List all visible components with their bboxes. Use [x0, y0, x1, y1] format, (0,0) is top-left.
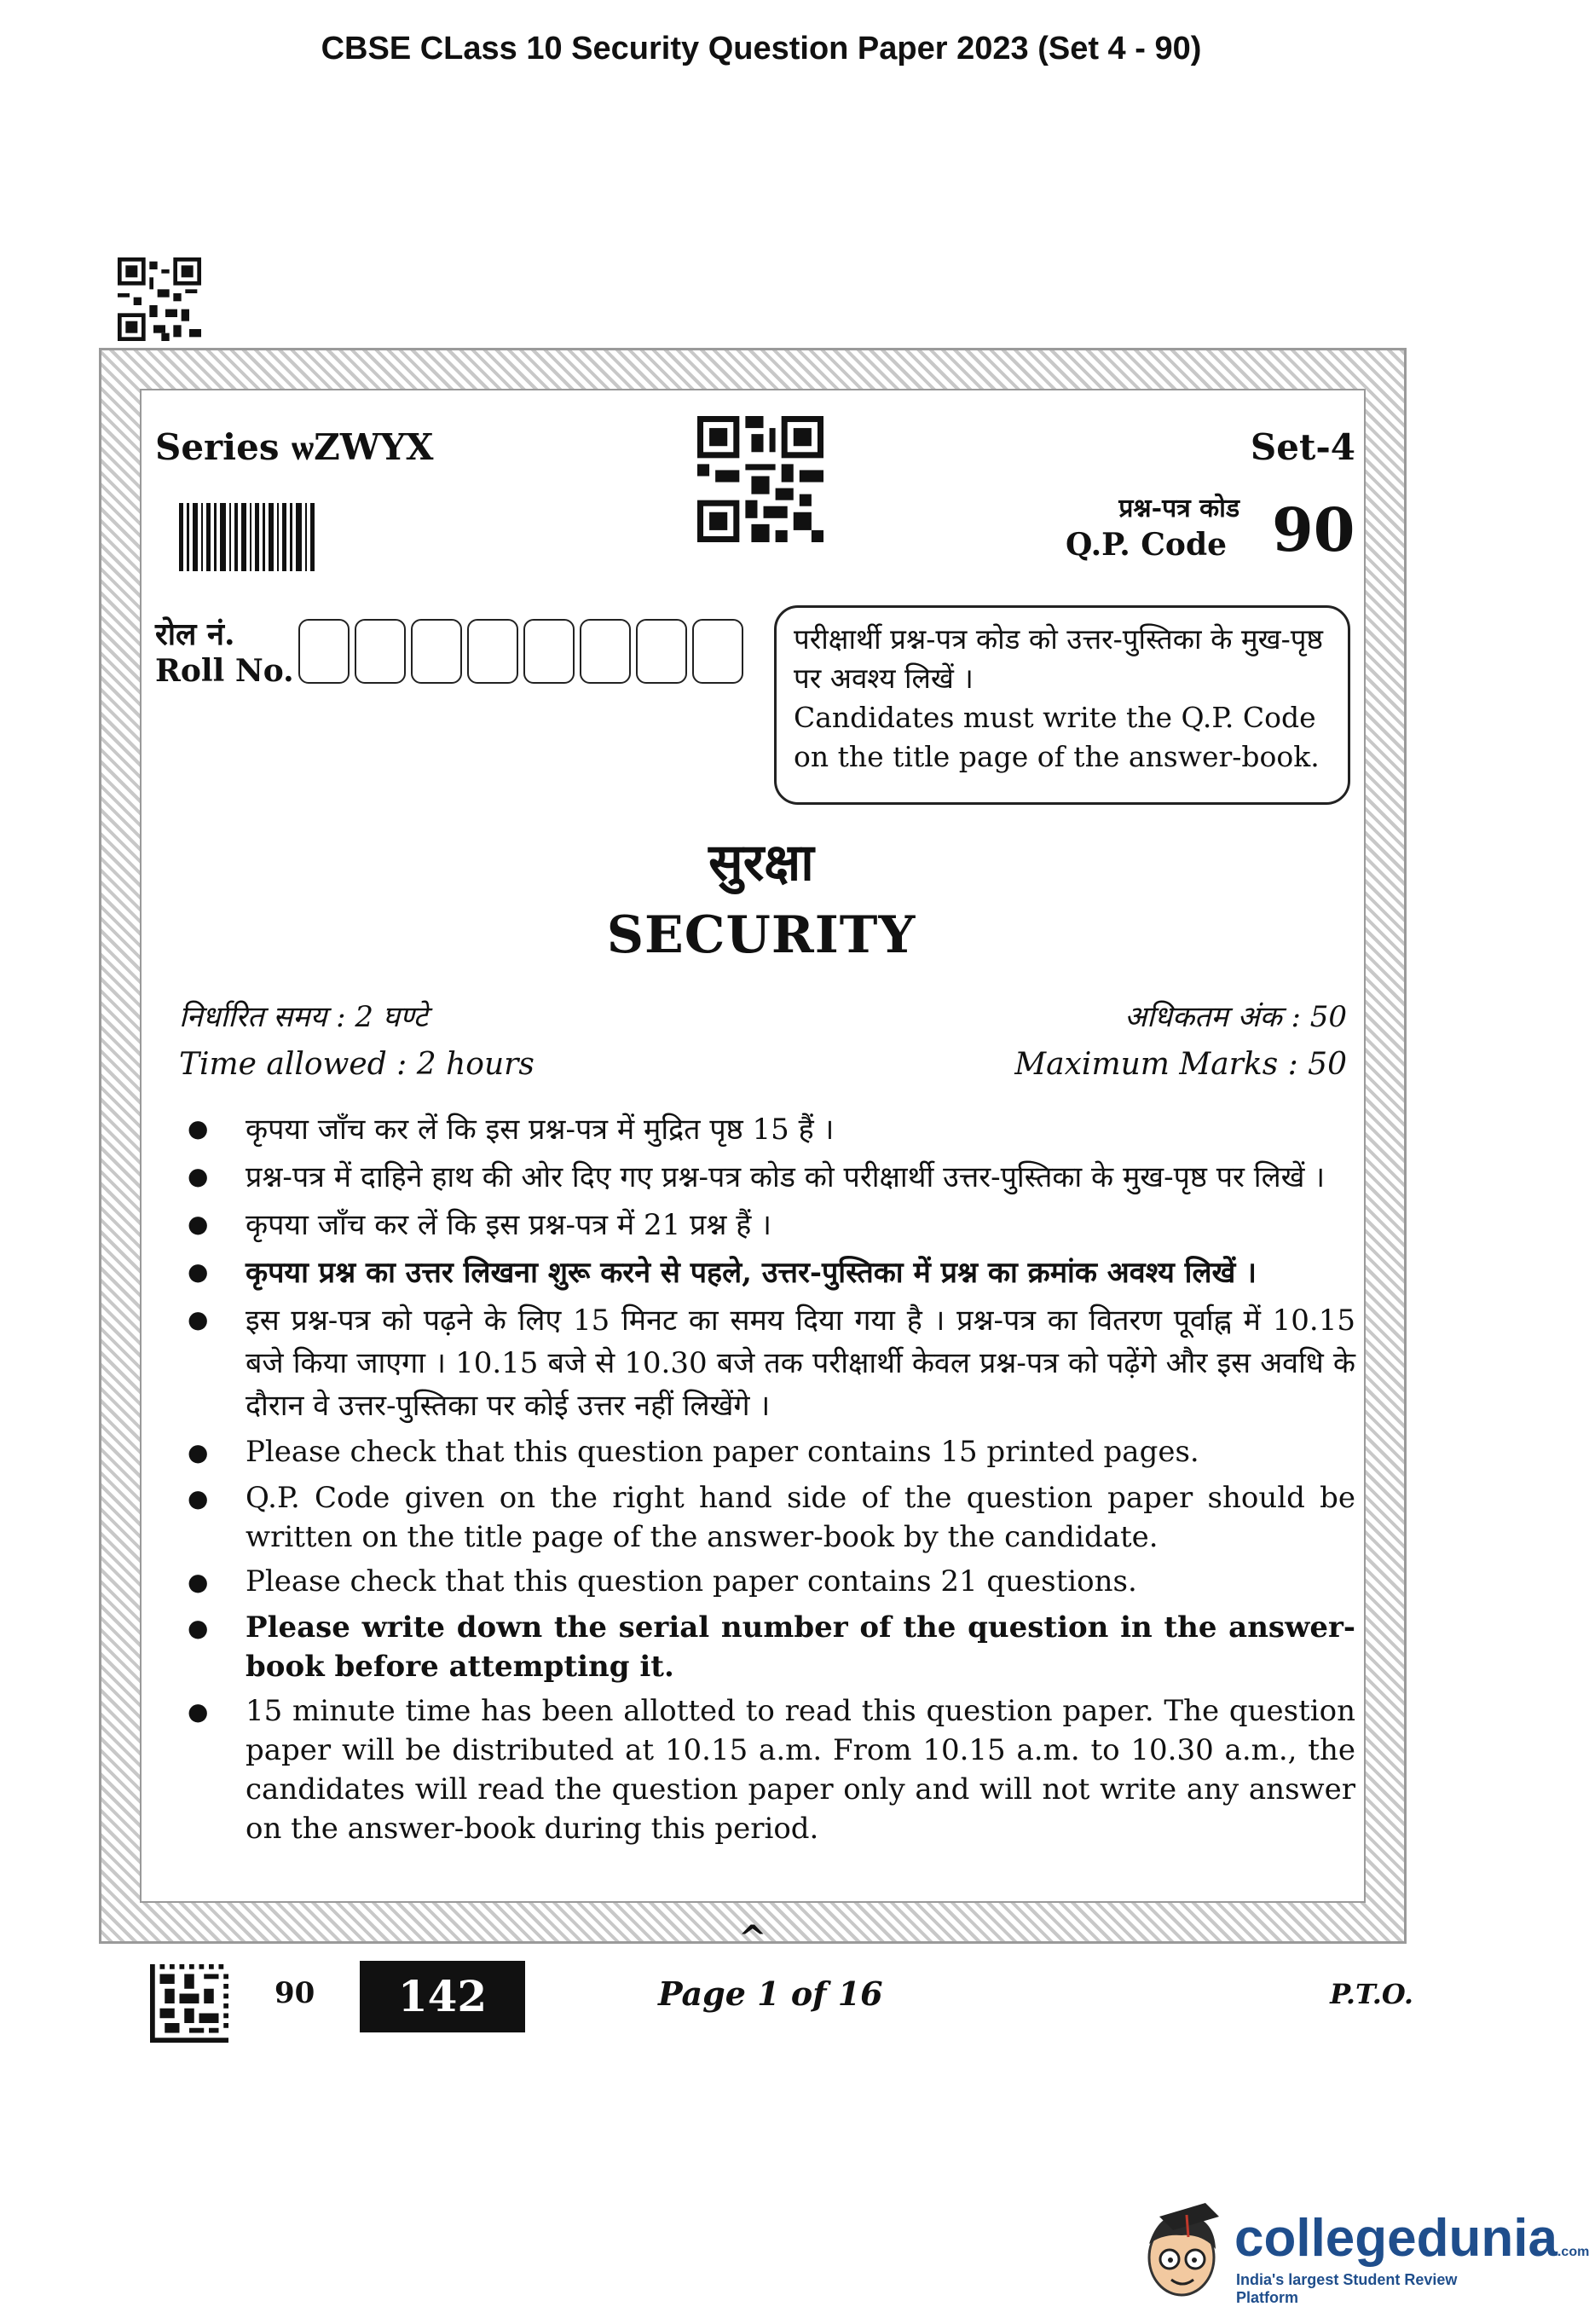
- instruction-item: [188, 1432, 1355, 1473]
- roll-label: Roll No.: [155, 653, 294, 689]
- bullet: ●: [188, 1697, 209, 1726]
- instruction-item: [188, 1252, 1355, 1294]
- notice-hindi: परीक्षार्थी प्रश्न-पत्र कोड को उत्तर-पुस्तिका के मुख-पृष्ठ पर अवश्य लिखें ।: [794, 622, 1323, 695]
- datamatrix-code: [150, 1964, 228, 2043]
- bullet: ●: [188, 1162, 209, 1190]
- bullet: ●: [188, 1438, 209, 1466]
- instruction-item: [188, 1204, 1355, 1246]
- roll-label-hindi: रोल नं.: [155, 616, 235, 652]
- qp-code-label-hindi: प्रश्न-पत्र कोड: [1118, 494, 1239, 523]
- instruction-item: [188, 1478, 1355, 1557]
- mascot-icon: [1134, 2200, 1229, 2302]
- roll-number-boxes[interactable]: [298, 619, 748, 684]
- footer-qp-code: 90: [274, 1976, 315, 2010]
- instruction-item: [188, 1608, 1355, 1686]
- qp-code-value: 90: [1272, 494, 1355, 565]
- set-number: Set-4: [1250, 426, 1355, 468]
- series-label: Series ѡZWYX: [155, 426, 434, 468]
- maximum-marks: Maximum Marks : 50: [1014, 1047, 1347, 1082]
- subject-title: SECURITY: [606, 905, 916, 965]
- roll-digit-box[interactable]: [467, 619, 518, 684]
- footer-box-number: 142: [360, 1961, 525, 2032]
- brand-name: collegedunia.com: [1234, 2209, 1589, 2268]
- qr-code-top: [118, 257, 201, 341]
- page-number: Page 1 of 16: [658, 1974, 883, 2013]
- qp-code-label: Q.P. Code: [1066, 527, 1228, 563]
- instruction-item: [188, 1562, 1355, 1603]
- instruction-item: [188, 1691, 1355, 1848]
- bullet: ●: [188, 1305, 209, 1333]
- roll-digit-box[interactable]: [523, 619, 575, 684]
- page-title: CBSE CLass 10 Security Question Paper 2023 (Set 4 - 90): [321, 31, 1202, 66]
- caret-mark: ^: [738, 1918, 767, 1958]
- subject-title-hindi: सुरक्षा: [708, 833, 814, 893]
- instruction-text: Please write down the serial number of the question in the answer-book before attempting it.: [246, 1610, 1355, 1684]
- bullet: ●: [188, 1614, 209, 1642]
- roll-digit-box[interactable]: [692, 619, 743, 684]
- bullet: ●: [188, 1114, 209, 1142]
- instruction-text-hindi: कृपया जाँच कर लें कि इस प्रश्न-पत्र में मुद्रित पृष्ठ 15 हैं ।: [246, 1113, 835, 1147]
- instruction-item: [188, 1156, 1355, 1199]
- bullet: ●: [188, 1484, 209, 1512]
- instruction-item: [188, 1299, 1355, 1427]
- pto-label: P.T.O.: [1330, 1978, 1413, 2010]
- instruction-text-hindi: प्रश्न-पत्र में दाहिने हाथ की ओर दिए गए प्रश्न-पत्र कोड को परीक्षार्थी उत्तर-पुस्तिका के मुख-पृष्ठ पर लिखें ।: [246, 1160, 1326, 1194]
- instruction-text-hindi: कृपया प्रश्न का उत्तर लिखना शुरू करने से पहले, उत्तर-पुस्तिका में प्रश्न का क्रमांक अवश्य लिखें ।: [246, 1256, 1257, 1290]
- brand-tagline: India's largest Student Review Platform: [1236, 2271, 1458, 2306]
- time-allowed-hindi: निर्धारित समय : 2 घण्टे: [179, 1000, 428, 1034]
- qp-code-notice-box: [774, 605, 1350, 805]
- instruction-text: 15 minute time has been allotted to read this question paper. The question paper will be distributed at 10.15 a.m. From 10.15 a.m. to 10.30 a.m., the candidates will read the question paper only and will not write any answer on the answer-book during this period.: [246, 1694, 1355, 1846]
- bullet: ●: [188, 1568, 209, 1596]
- instruction-text-hindi: इस प्रश्न-पत्र को पढ़ने के लिए 15 मिनट का समय दिया गया है । प्रश्न-पत्र का वितरण पूर्वाह्न में 10.15 बजे किया जाएगा । 10.15 बजे से 10.30 बजे तक परीक्षार्थी केवल प्रश्न-पत्र को पढ़ेंगे और इस अवधि के दौरान वे उत्तर-पुस्तिका पर कोई उत्तर नहीं लिखेंगे ।: [246, 1304, 1355, 1423]
- instruction-text: Please check that this question paper contains 21 questions.: [246, 1564, 1137, 1598]
- maximum-marks-hindi: अधिकतम अंक : 50: [1124, 1000, 1347, 1034]
- instruction-text-hindi: कृपया जाँच कर लें कि इस प्रश्न-पत्र में 21 प्रश्न हैं ।: [246, 1208, 771, 1242]
- qr-code-center: [697, 416, 823, 542]
- roll-digit-box[interactable]: [355, 619, 406, 684]
- bullet: ●: [188, 1210, 209, 1238]
- bullet: ●: [188, 1257, 209, 1286]
- roll-digit-box[interactable]: [298, 619, 350, 684]
- roll-digit-box[interactable]: [411, 619, 462, 684]
- instruction-item: [188, 1108, 1355, 1151]
- roll-digit-box[interactable]: [636, 619, 687, 684]
- instruction-text: Please check that this question paper contains 15 printed pages.: [246, 1435, 1199, 1469]
- barcode: [179, 503, 315, 571]
- brand-suffix: .com: [1557, 2245, 1589, 2259]
- notice-english: Candidates must write the Q.P. Code on the title page of the answer-book.: [794, 701, 1320, 773]
- instructions-list: [188, 1108, 1355, 1853]
- roll-digit-box[interactable]: [580, 619, 631, 684]
- time-allowed: Time allowed : 2 hours: [179, 1047, 534, 1082]
- collegedunia-logo[interactable]: [1134, 2200, 1589, 2306]
- instruction-text: Q.P. Code given on the right hand side of the question paper should be written on the title page of the answer-book by the candidate.: [246, 1481, 1355, 1554]
